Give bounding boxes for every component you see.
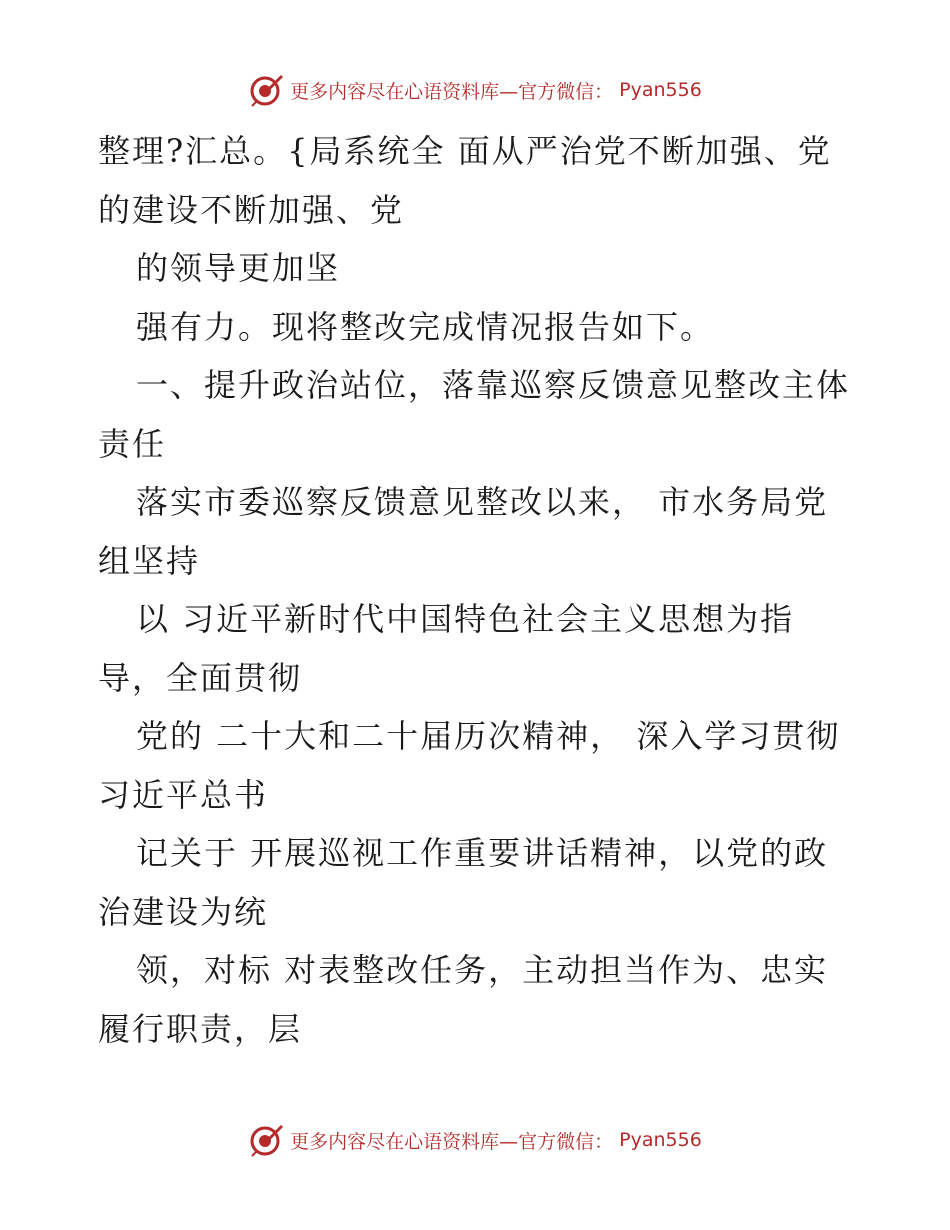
text-line: 记关于 开展巡视工作重要讲话精神，以党的政 [136, 834, 829, 872]
text-line: 治建设为统 [98, 892, 269, 931]
header-watermark [0, 70, 950, 110]
text-line: 一、提升政治站位，落靠巡察反馈意见整改主体 [136, 366, 851, 404]
text-line: 落实市委巡察反馈意见整改以来， 市水务局党 [136, 483, 829, 521]
text-line: 强有力。现将整改完成情况报告如下。 [136, 307, 715, 346]
text-line: 履行职责，层 [98, 1009, 303, 1048]
watermark-text: 更多内容尽在心语资料库—官方微信： [290, 80, 614, 103]
pen-seal-icon [248, 1122, 284, 1158]
watermark-text: 更多内容尽在心语资料库—官方微信： [290, 1130, 614, 1153]
text-line: 组坚持 [98, 541, 201, 580]
watermark-handle: Pyan556 [619, 1129, 702, 1151]
footer-watermark [0, 1120, 950, 1160]
pen-seal-icon [248, 72, 284, 108]
text-line: 的建设不断加强、党 [98, 190, 405, 229]
text-line: 导，全面贯彻 [98, 658, 303, 697]
text-line: 习近平总书 [98, 775, 269, 814]
document-body [98, 122, 868, 1058]
text-line: 党的 二十大和二十届历次精神， 深入学习贯彻 [136, 717, 841, 755]
text-line: 责任 [98, 424, 167, 463]
text-line: 领，对标 对表整改任务，主动担当作为、忠实 [136, 951, 829, 989]
text-line: 的领导更加坚 [136, 249, 341, 287]
watermark-handle: Pyan556 [619, 79, 702, 101]
text-line: 整理?汇总。{局系统全 面从严治党不断加强、党 [98, 132, 832, 170]
text-line: 以 习近平新时代中国特色社会主义思想为指 [136, 600, 795, 638]
